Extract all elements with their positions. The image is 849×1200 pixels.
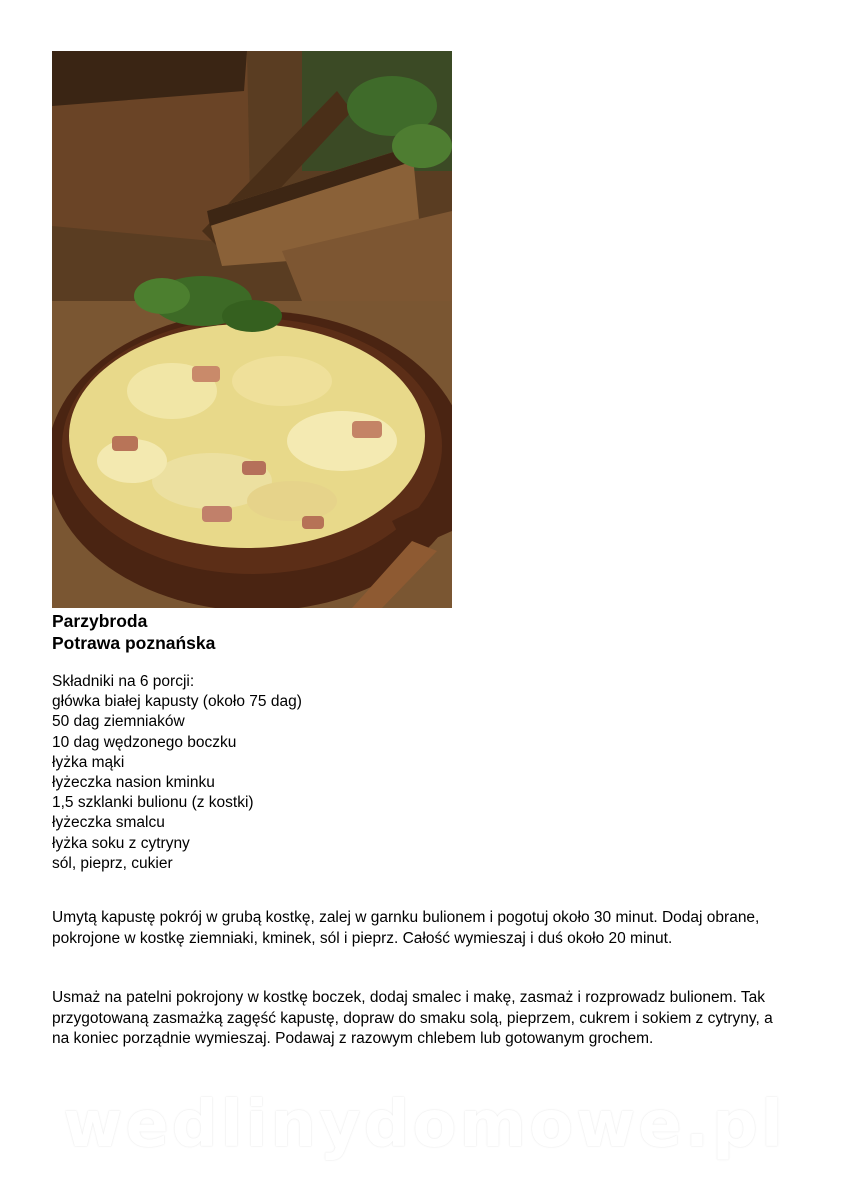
ingredient-item: 50 dag ziemniaków: [52, 713, 185, 731]
instructions-paragraph-2: Usmaż na patelni pokrojony w kostkę boczek, dodaj smalec i makę, zasmaż i rozprowadz bulionem. Tak przygotowaną zasmażką zagęść kapustę, dopraw do smaku solą, pieprzem, cukrem i sokiem z cytryny, a na koniec porządnie wymieszaj. Podawaj z razowym chlebem lub gotowanym grochem.: [52, 989, 773, 1047]
ingredient-item: łyżka soku z cytryny: [52, 834, 190, 852]
instructions-paragraph-1: Umytą kapustę pokrój w grubą kostkę, zalej w garnku bulionem i pogotuj około 30 minut. Dodaj obrane, pokrojone w kostkę ziemniaki, kminek, sól i pieprz. Całość wymieszaj i duś około 20 minut.: [52, 909, 760, 947]
ingredients-list: [52, 672, 302, 874]
dish-photo: [52, 51, 452, 608]
ingredient-item: łyżeczka nasion kminku: [52, 774, 215, 792]
ingredient-item: łyżeczka smalcu: [52, 814, 165, 832]
ingredient-item: sól, pieprz, cukier: [52, 854, 173, 872]
watermark: wedlinydomowe.pl: [63, 1088, 786, 1162]
recipe-title-line-1: Parzybroda: [52, 611, 148, 631]
ingredient-item: 1,5 szklanki bulionu (z kostki): [52, 794, 254, 812]
ingredient-item: główka białej kapusty (około 75 dag): [52, 693, 302, 711]
recipe-title-line-2: Potrawa poznańska: [52, 633, 216, 653]
ingredient-item: łyżka mąki: [52, 753, 125, 771]
ingredients-header: Składniki na 6 porcji:: [52, 673, 195, 690]
ingredient-item: 10 dag wędzonego boczku: [52, 733, 237, 751]
recipe-title: [52, 610, 215, 654]
